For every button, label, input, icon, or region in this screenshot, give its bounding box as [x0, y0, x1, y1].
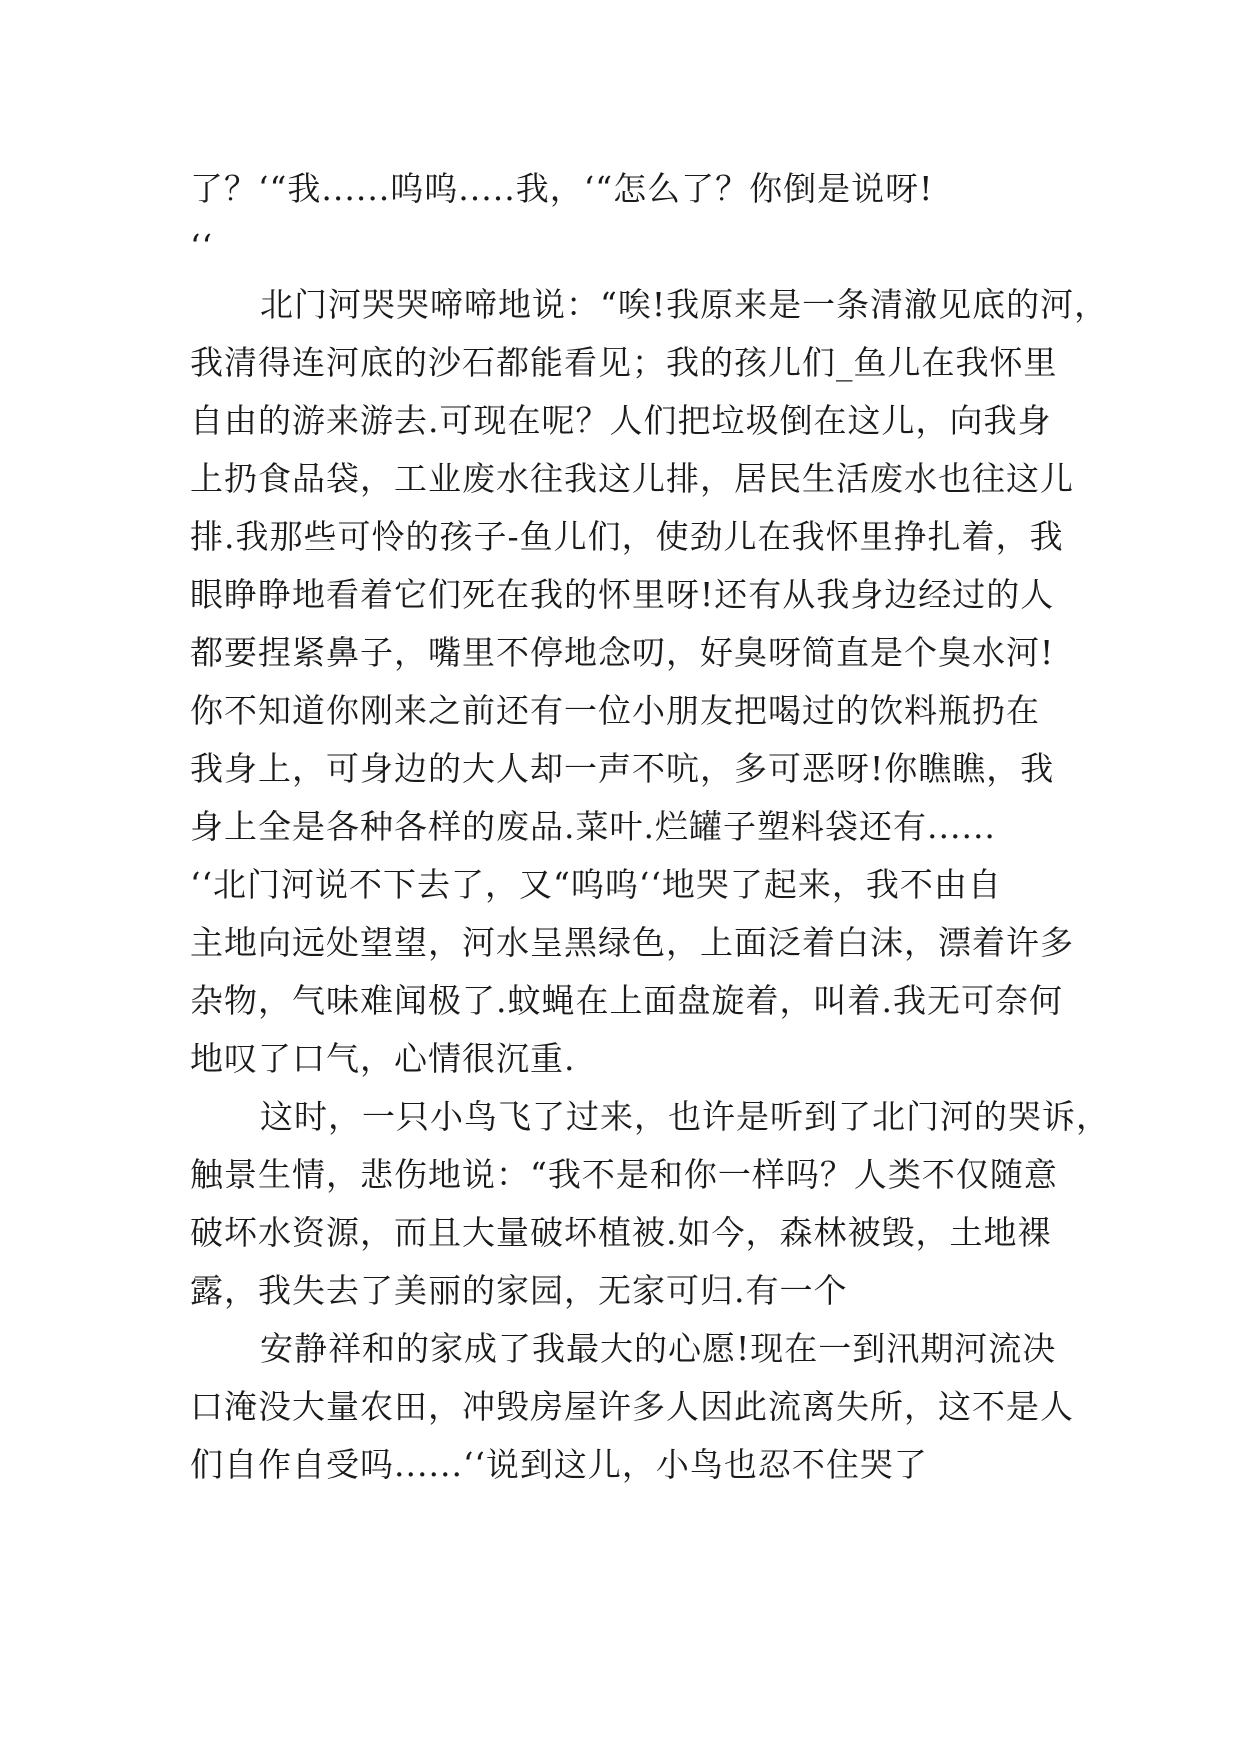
text-line: 们自作自受吗......‘‘说到这儿，小鸟也忍不住哭了 — [190, 1445, 928, 1484]
text-line: 我清得连河底的沙石都能看见；我的孩儿们_鱼儿在我怀里 — [190, 343, 1058, 382]
text-line: 主地向远处望望，河水呈黑绿色，上面泛着白沫，漂着许多 — [190, 923, 1074, 962]
text-line: 杂物，气味难闻极了.蚊蝇在上面盘旋着，叫着.我无可奈何 — [190, 981, 1063, 1020]
text-line: 你不知道你刚来之前还有一位小朋友把喝过的饮料瓶扔在 — [190, 691, 1040, 730]
text-line: 排.我那些可怜的孩子-鱼儿们，使劲儿在我怀里挣扎着，我 — [190, 517, 1064, 556]
text-line: 口淹没大量农田，冲毁房屋许多人因此流离失所，这不是人 — [190, 1387, 1074, 1426]
text-line: 我身上，可身边的大人却一声不吭，多可恶呀!你瞧瞧，我 — [190, 749, 1055, 788]
text-line: 露，我失去了美丽的家园，无家可归.有一个 — [190, 1271, 848, 1310]
paragraph-start-line: 安静祥和的家成了我最大的心愿!现在一到汛期河流决 — [260, 1329, 1057, 1368]
text-line: 地叹了口气，心情很沉重. — [190, 1039, 576, 1078]
paragraph-start-line: 这时，一只小鸟飞了过来，也许是听到了北门河的哭诉， — [260, 1097, 1110, 1136]
body-text — [190, 160, 1110, 1494]
text-line: 自由的游来游去.可现在呢？人们把垃圾倒在这儿，向我身 — [190, 401, 1052, 440]
text-line: 都要捏紧鼻子，嘴里不停地念叨，好臭呀简直是个臭水河! — [190, 633, 1055, 672]
paragraph-start-line: 北门河哭哭啼啼地说：“唉!我原来是一条清澈见底的河， — [260, 285, 1109, 324]
text-line: 触景生情，悲伤地说：“我不是和你一样吗？人类不仅随意 — [190, 1155, 1058, 1194]
text-line: ‘‘北门河说不下去了，又“呜呜‘‘地哭了起来，我不由自 — [190, 865, 1002, 904]
text-line: 身上全是各种各样的废品.菜叶.烂罐子塑料袋还有...... — [190, 807, 996, 846]
text-line: 破坏水资源，而且大量破坏植被.如今，森林被毁，土地裸 — [190, 1213, 1052, 1252]
text-line: 眼睁睁地看着它们死在我的怀里呀!还有从我身边经过的人 — [190, 575, 1055, 614]
text-line: ‘‘ — [190, 227, 213, 266]
text-line: 了？‘“我......呜呜.....我，‘“怎么了？你倒是说呀! — [190, 169, 934, 208]
text-line: 上扔食品袋，工业废水往我这儿排，居民生活废水也往这儿 — [190, 459, 1074, 498]
